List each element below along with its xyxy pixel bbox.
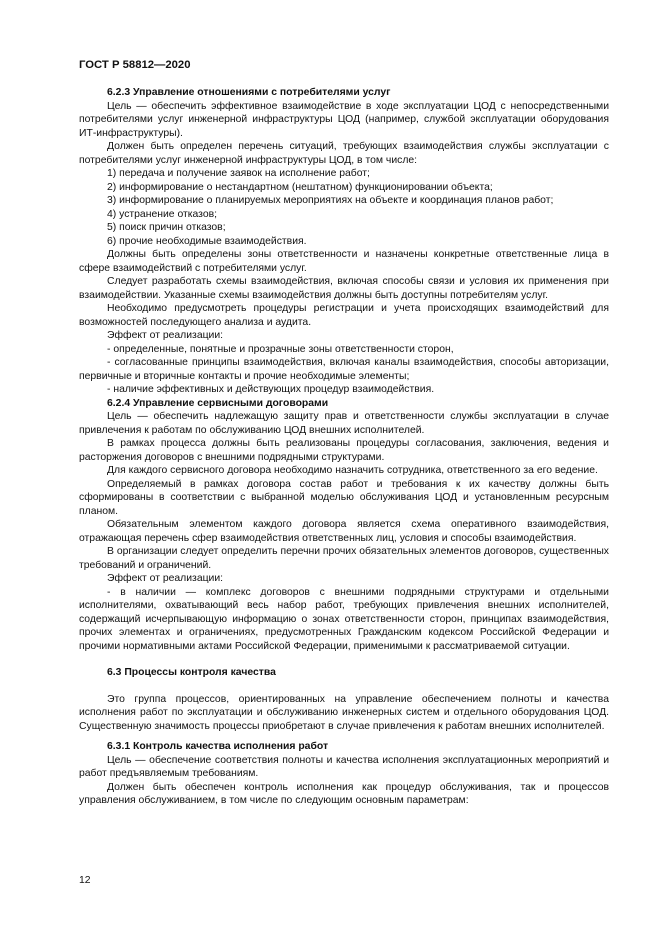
paragraph: Это группа процессов, ориентированных на управление обеспечением полноты и качества исполнения работ по эксплуатации и обслуживанию инженерных систем и отдельного оборудования ЦОД. Существенную значимость процессы приобретают в случае привлечения к работам внешних исполнителей. [79, 693, 609, 732]
paragraph: В рамках процесса должны быть реализованы процедуры согласования, заключения, ведения и расторжения договоров с внешними подрядными структурами. [79, 438, 609, 463]
paragraph: Должен быть обеспечен контроль исполнения как процедур обслуживания, так и процессов управления обслуживанием, в том числе по следующим основным параметрам: [79, 781, 609, 806]
paragraph: В организации следует определить перечни прочих обязательных элементов договоров, существенных требований и ограничений. [79, 546, 609, 571]
section-heading-6-3: 6.3 Процессы контроля качества [107, 667, 276, 678]
list-item: 4) устранение отказов; [107, 208, 218, 220]
list-item: 6) прочие необходимые взаимодействия. [107, 235, 307, 247]
effect-label: Эффект от реализации: [107, 330, 224, 341]
paragraph: Должен быть определен перечень ситуаций, требующих взаимодействия службы эксплуатации с потребителями услуг инженерной инфраструктуры ЦОД, в том числе: [79, 141, 609, 166]
list-item: 1) передача и получение заявок на исполнение работ; [107, 168, 370, 179]
paragraph: Цель — обеспечение соответствия полноты и качества исполнения эксплуатационных мероприятий и работ предъявляемым требованиям. [79, 754, 609, 779]
page-number: 12 [79, 875, 91, 886]
effect-item: - наличие эффективных и действующих процедур взаимодействия. [107, 384, 435, 395]
paragraph: Следует разработать схемы взаимодействия, включая способы связи и условия их применения при взаимодействии. Указанные схемы взаимодействия должны быть доступны потребителям услуг. [79, 276, 609, 301]
paragraph: Цель — обеспечить надлежащую защиту прав и ответственности службы эксплуатации в случае привлечения к работам по обслуживанию ЦОД внешних исполнителей. [79, 411, 609, 436]
effect-item: - определенные, понятные и прозрачные зоны ответственности сторон, [107, 343, 454, 355]
section-heading-6-2-3: 6.2.3 Управление отношениями с потребителями услуг [107, 87, 391, 98]
paragraph: Определяемый в рамках договора состав работ и требования к их качеству должны быть сформированы в соответствии с выбранной моделью обслуживания ЦОД и установленным ресурсным планом. [79, 478, 609, 517]
effect-label: Эффект от реализации: [107, 573, 224, 584]
list-item: 5) поиск причин отказов; [107, 222, 226, 233]
paragraph: Для каждого сервисного договора необходимо назначить сотрудника, ответственного за его ведение. [107, 465, 598, 476]
effect-item: - согласованные принципы взаимодействия, включая каналы взаимодействия, способы авторизации, первичные и вторичные контакты и прочие необходимые элементы; [79, 357, 609, 382]
list-item: 3) информирование о планируемых мероприятиях на объекте и координация планов работ; [107, 195, 554, 206]
section-heading-6-2-4: 6.2.4 Управление сервисными договорами [107, 397, 329, 409]
paragraph: Обязательным элементом каждого договора является схема оперативного взаимодействия, отражающая перечень сфер взаимодействия ответственных лиц, условия и способы взаимодействия. [79, 519, 609, 544]
paragraph: Необходимо предусмотреть процедуры регистрации и учета происходящих взаимодействий для возможностей последующего анализа и аудита. [79, 303, 609, 328]
list-item: 2) информирование о нестандартном (нештатном) функционировании объекта; [107, 181, 493, 193]
paragraph: Цель — обеспечить эффективное взаимодействие в ходе эксплуатации ЦОД с непосредственными потребителями услуг инженерной инфраструктуры ЦОД (например, службой эксплуатации оборудования ИТ-инфраструктуры). [79, 100, 609, 139]
section-heading-6-3-1: 6.3.1 Контроль качества исполнения работ [107, 741, 329, 752]
page-body [79, 86, 609, 808]
document-code: ГОСТ Р 58812—2020 [79, 59, 191, 71]
effect-item: - в наличии — комплекс договоров с внешними подрядными структурами и отдельными исполнителями, охватывающий весь набор работ, требующих привлечения внешних исполнителей, содержащий исчерпывающую информацию о зонах ответственности сторон, принципах взаимодействия, прочих элементах и ограничениях, предусмотренных Гражданским кодексом Российской Федерации и прочими нормативными актами Российской Федерации, применимыми к рассматриваемой ситуации. [79, 586, 609, 652]
paragraph: Должны быть определены зоны ответственности и назначены конкретные ответственные лица в сфере взаимодействий с потребителями услуг. [79, 249, 609, 274]
